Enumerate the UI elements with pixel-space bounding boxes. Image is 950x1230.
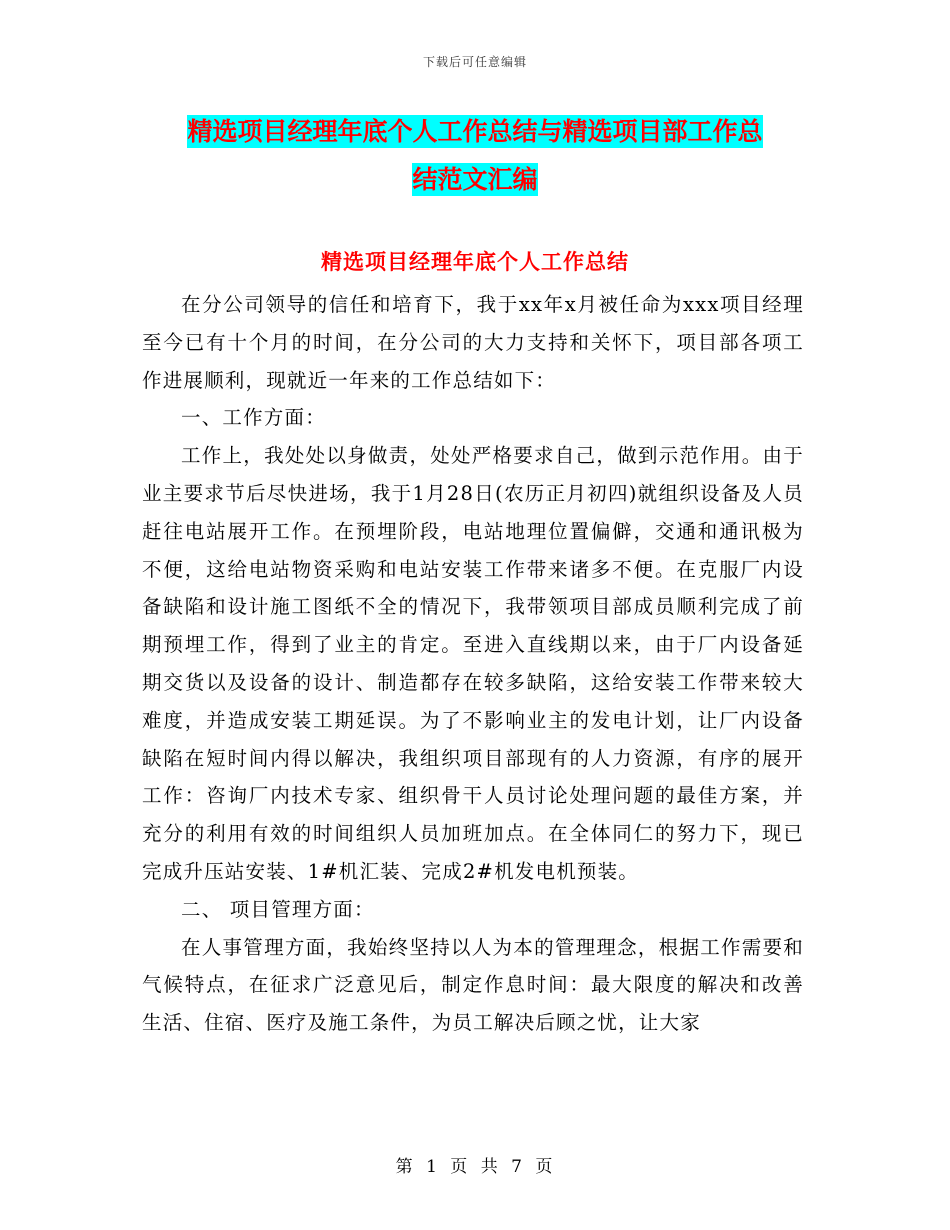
page-number-footer: 第 1 页 共 7 页: [395, 1157, 555, 1177]
header-note: 下载后可任意编辑: [422, 55, 527, 69]
document-title-line-1: 精选项目经理年底个人工作总结与精选项目部工作总: [187, 117, 763, 146]
paragraph-heading-management: 二、 项目管理方面：: [181, 897, 375, 921]
paragraph-work-details: 工作上，我处处以身做责，处处严格要求自己，做到示范作用。由于业主要求节后尽快进场，我于1月28日(农历正月初四)就组织设备及人员赶往电站展开工作。在预埋阶段，电站地理位置偏僻，交通和通讯极为不便，这给电站物资采购和电站安装工作带来诸多不便。在克服厂内设备缺陷和设计施工图纸不全的情况下，我带领项目部成员顺利完成了前期预埋工作，得到了业主的肯定。至进入直线期以来，由于厂内设备延期交货以及设备的设计、制造都存在较多缺陷，这给安装工作带来较大难度，并造成安装工期延误。为了不影响业主的发电计划，让厂内设备缺陷在短时间内得以解决，我组织项目部现有的人力资源，有序的展开工作：咨询厂内技术专家、组织骨干人员讨论处理问题的最佳方案，并充分的利用有效的时间组织人员加班加点。在全体同仁的努力下，现已完成升压站安装、1#机汇装、完成2#机发电机预装。: [142, 444, 804, 883]
document-title-line-2: 结范文汇编: [412, 165, 538, 194]
document-title: [140, 108, 810, 204]
paragraph-management-details: 在人事管理方面，我始终坚持以人为本的管理理念，根据工作需要和气候特点，在征求广泛意见后，制定作息时间：最大限度的解决和改善生活、住宿、医疗及施工条件，为员工解决后顾之忧，让大家: [142, 935, 804, 1035]
paragraph-intro: 在分公司领导的信任和培育下，我于xx年x月被任命为xxx项目经理至今已有十个月的时间，在分公司的大力支持和关怀下，项目部各项工作进展顺利，现就近一年来的工作总结如下：: [142, 293, 804, 392]
paragraph-heading-work: 一、工作方面：: [181, 406, 326, 430]
document-body: [142, 286, 804, 1042]
section-title: 精选项目经理年底个人工作总结: [321, 249, 629, 274]
